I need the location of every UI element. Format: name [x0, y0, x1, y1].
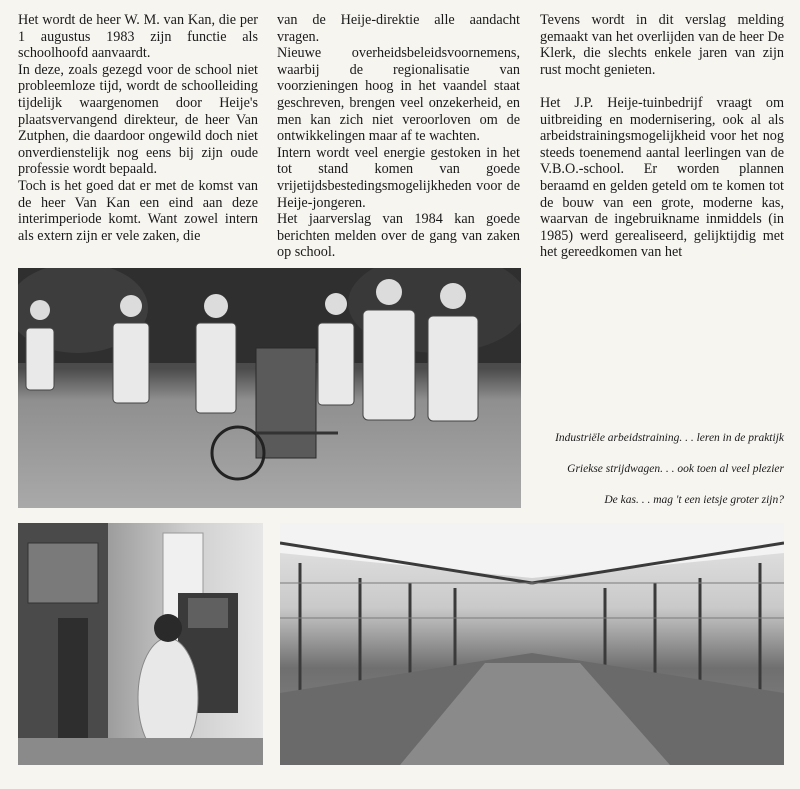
photo-illustration	[18, 523, 263, 765]
paragraph: Toch is het goed dat er met de komst van de heer Van Kan een eind aan deze interimperiode komt. Want zowel intern als extern zijn er vele zaken, die	[18, 177, 258, 244]
photo-illustration	[280, 523, 784, 765]
paragraph: Tevens wordt in dit verslag melding gemaakt van het overlijden van de heer De Klerk, die slechts enkele jaren van zijn rust mocht genieten.	[540, 12, 784, 78]
photo-workshop	[18, 523, 263, 765]
text-column-3	[540, 12, 784, 261]
photo-illustration	[18, 268, 521, 508]
paragraph: Het wordt de heer W. M. van Kan, die per 1 augustus 1983 zijn functie als schoolhoofd aanvaardt.	[18, 12, 258, 62]
photo-greenhouse	[280, 523, 784, 765]
paragraph: Intern wordt veel energie gestoken in het tot stand komen van goede vrijetijdsbestedingsmogelijkheden voor de Heije-jongeren.	[277, 144, 520, 211]
paragraph: van de Heije-direktie alle aandacht vragen.	[277, 12, 520, 45]
paragraph: Het J.P. Heije-tuinbedrijf vraagt om uitbreiding en modernisering, ook al als arbeidstrainingsmogelijkheid voor het nog steeds toenemend aantal leerlingen van de V.B.O.-school. Er worden plannen beraamd en gelden geteld om te komen tot de bouw van een grote, moderne kas, waarvan de ingebruikname inmiddels (in 1985) werd gerealiseerd, gelijktijdig met het gereedkomen van het	[540, 94, 784, 261]
photo-caption: Griekse strijdwagen. . . ook toen al veel plezier	[567, 463, 784, 475]
paragraph: Het jaarverslag van 1984 kan goede berichten melden over de gang van zaken op school.	[277, 211, 520, 261]
photo-greek-chariot	[18, 268, 521, 508]
paragraph: In deze, zoals gezegd voor de school niet probleemloze tijd, wordt de schoolleiding tijdelijk waargenomen door Heije's plaatsvervangend direkteur, de heer Van Zutphen, die daardoor ongewild doch niet onverdienstelijk nog eens bij zijn oude professie wordt bepaald.	[18, 61, 258, 178]
text-column-1	[18, 12, 258, 244]
photo-caption: Industriële arbeidstraining. . . leren in de praktijk	[555, 432, 784, 444]
text-column-2	[277, 12, 520, 261]
paragraph: Nieuwe overheidsbeleidsvoornemens, waarbij de regionalisatie van voorzieningen hoog in het vaandel staat geschreven, brengen veel onzekerheid, en men kan zich niet veroorloven om de ontwikkelingen maar af te wachten.	[277, 45, 520, 145]
photo-caption: De kas. . . mag 't een ietsje groter zijn?	[604, 494, 784, 506]
